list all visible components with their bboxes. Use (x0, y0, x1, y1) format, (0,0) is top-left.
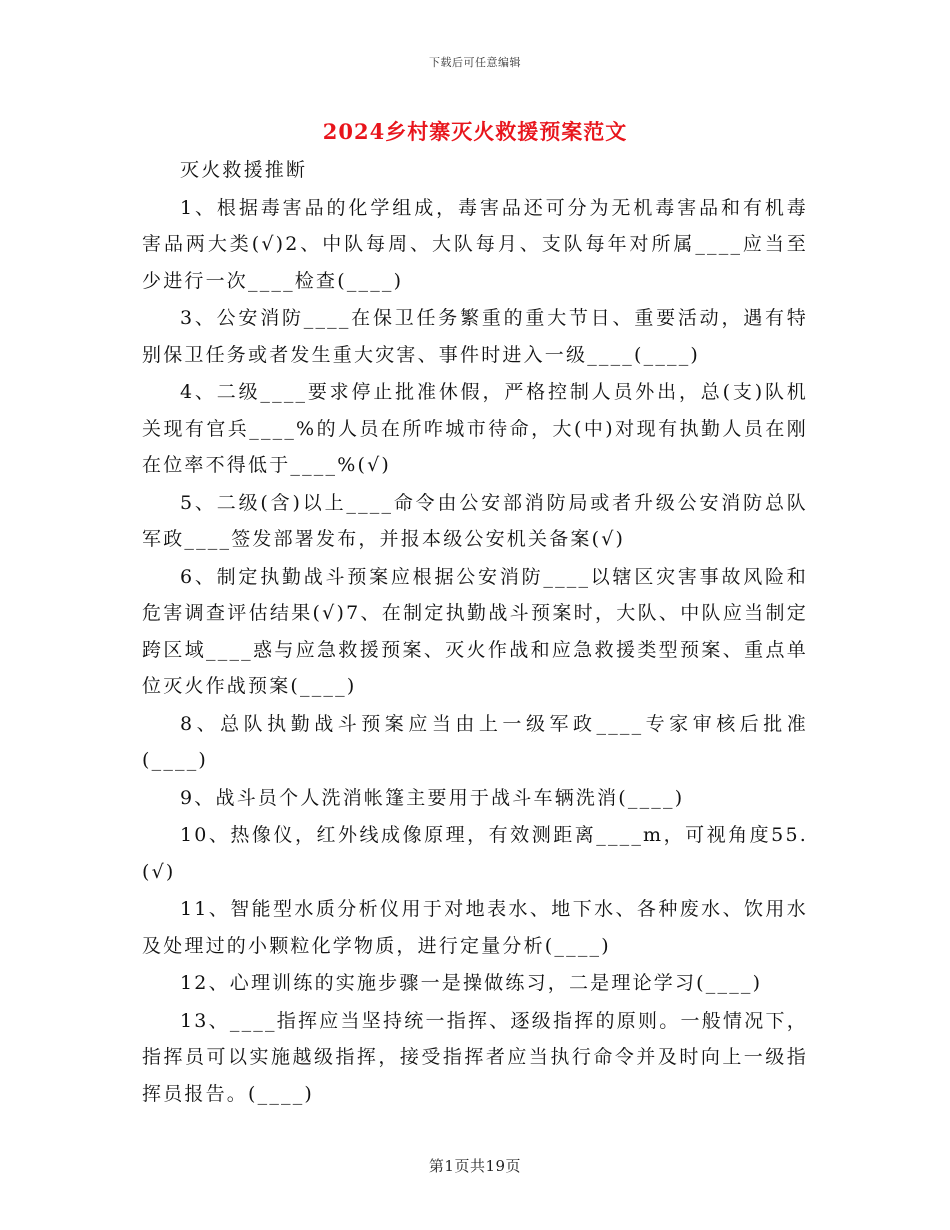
paragraph-4: 4、二级____要求停止批准休假，严格控制人员外出，总(支)队机关现有官兵____%的人员在所咋城市待命，大(中)对现有执勤人员在刚在位率不得低于____%(√) (142, 381, 808, 476)
paragraph-9: 9、战斗员个人洗消帐篷主要用于战斗车辆洗消(____) (180, 786, 685, 809)
header-note: 下载后可任意编辑 (429, 56, 521, 69)
document-body (142, 152, 808, 1113)
paragraph-13: 13、____指挥应当坚持统一指挥、逐级指挥的原则。一般情况下，指挥员可以实施越级指挥，接受指挥者应当执行命令并及时向上一级指挥员报告。(____) (142, 1009, 808, 1105)
paragraph-10: 10、热像仪，红外线成像原理，有效测距离____m，可视角度55.(√) (142, 824, 808, 883)
paragraph-11: 11、智能型水质分析仪用于对地表水、地下水、各种废水、饮用水及处理过的小颗粒化学物质，进行定量分析(____) (142, 898, 808, 957)
paragraph-5: 5、二级(含)以上____命令由公安部消防局或者升级公安消防总队军政____签发部署发布，并报本级公安机关备案(√) (142, 491, 808, 550)
paragraph-3: 3、公安消防____在保卫任务繁重的重大节日、重要活动，遇有特别保卫任务或者发生重大灾害、事件时进入一级____(____) (142, 307, 808, 366)
paragraph-8: 8、总队执勤战斗预案应当由上一级军政____专家审核后批准(____) (142, 712, 808, 771)
paragraph-6: 6、制定执勤战斗预案应根据公安消防____以辖区灾害事故风险和危害调查评估结果(√)7、在制定执勤战斗预案时，大队、中队应当制定跨区域____惑与应急救援预案、灭火作战和应急救援类型预案、重点单位灭火作战预案(____) (142, 565, 808, 697)
paragraph-1: 1、根据毒害品的化学组成，毒害品还可分为无机毒害品和有机毒害品两大类(√)2、中队每周、大队每月、支队每年对所属____应当至少进行一次____检查(____) (142, 196, 808, 292)
page-indicator: 第1页共19页 (428, 1157, 522, 1175)
section-subheading: 灭火救援推断 (180, 159, 308, 181)
paragraph-12: 12、心理训练的实施步骤一是操做练习，二是理论学习(____) (180, 972, 763, 994)
document-title: 2024乡村寨灭火救援预案范文 (322, 119, 628, 144)
